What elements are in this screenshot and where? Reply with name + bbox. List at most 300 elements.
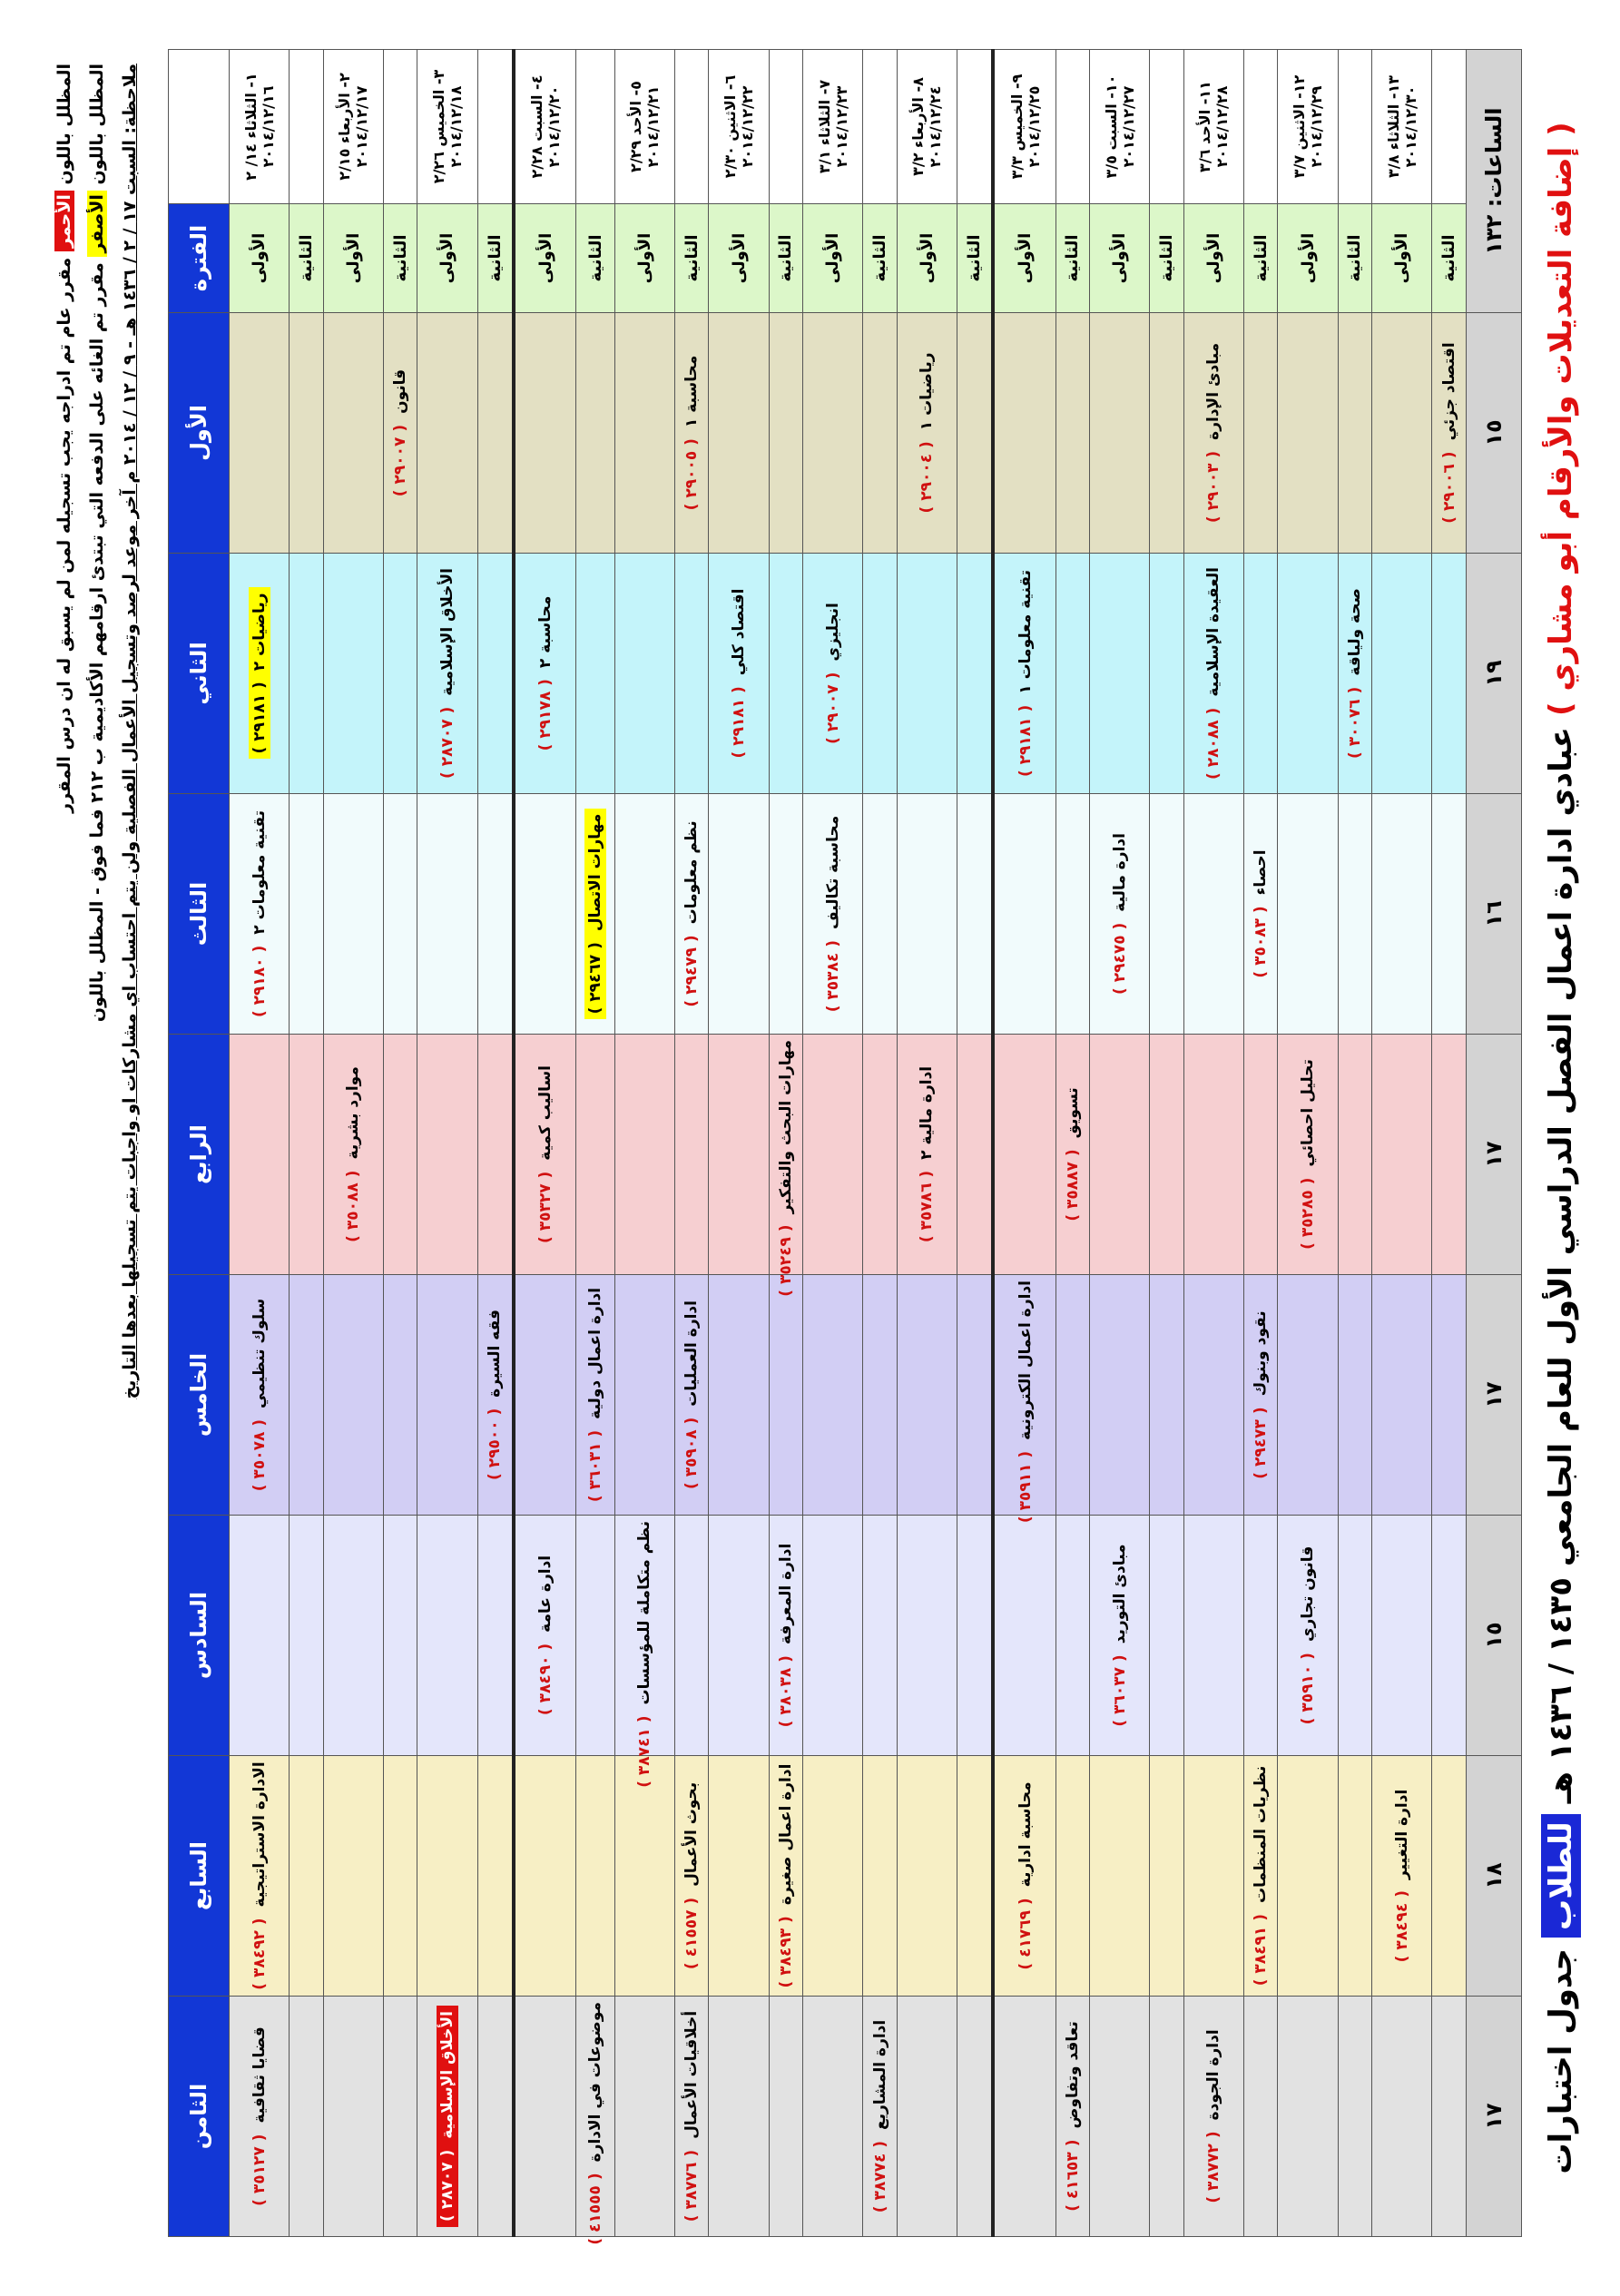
course-code: ( ٣٥٢٨٥ ): [1299, 1177, 1318, 1250]
course-cell: [1150, 554, 1183, 794]
course-cell: [993, 794, 1055, 1035]
course-name: تقنية معلومات ٢: [250, 809, 269, 935]
course-cell: [323, 1756, 383, 1997]
course-cell: [803, 1756, 863, 1997]
header-level-1: الأول: [169, 313, 230, 554]
course-cell: [1150, 1275, 1183, 1516]
course-cell: [477, 1997, 514, 2237]
course-cell: [323, 313, 383, 554]
course-cell: [230, 554, 290, 794]
course-cell: [769, 1035, 802, 1297]
course-code: ( ٢٨٧٠٧ ): [437, 2149, 457, 2222]
course-cell: [1183, 1997, 1243, 2237]
header-level-5: الخامس: [169, 1275, 230, 1516]
hijri-date: ١- الثلاثاء ١٤/ ٢: [241, 73, 260, 181]
course-cell: [576, 1756, 614, 1997]
course-name: رياضيات ١: [918, 352, 937, 431]
date-cell: [576, 50, 614, 204]
course-cell: [1183, 794, 1243, 1035]
course-cell: [1432, 1275, 1467, 1516]
gregorian-date: ٢٠١٤/١٢/٢٣: [832, 85, 850, 168]
course-cell: [417, 794, 477, 1035]
course-cell: [576, 1035, 614, 1275]
course-cell: [1244, 1035, 1278, 1275]
course-entry: [1299, 1059, 1317, 1250]
course-cell: [1372, 1035, 1432, 1275]
course-cell: [1432, 1035, 1467, 1275]
hijri-date: ٩- الخميس ٣/٣: [1007, 74, 1026, 180]
table-row: [383, 50, 417, 2237]
course-cell: [675, 1756, 709, 1997]
course-entry: [918, 353, 936, 514]
course-cell: [230, 794, 290, 1035]
course-cell: [1244, 1997, 1278, 2237]
course-entry: [777, 1544, 795, 1728]
course-name: مهارات البحث والتفكير: [776, 1040, 795, 1214]
course-name: ادارة المعرفة: [776, 1543, 795, 1645]
course-cell: [477, 1275, 514, 1516]
header-date: [169, 50, 230, 204]
date-cell: [514, 50, 576, 204]
course-name: نظم متكاملة للمؤسسات: [635, 1521, 654, 1705]
course-cell: [993, 1997, 1055, 2237]
gregorian-date: ٢٠١٤/١٢/٢٠: [545, 85, 564, 168]
course-cell: [993, 1035, 1055, 1275]
course-cell: [709, 554, 769, 794]
course-cell: [323, 1035, 383, 1275]
course-entry: [437, 2006, 458, 2227]
course-name: ادارة مالية ٢: [918, 1065, 937, 1160]
hours-level-1: ١٥: [1467, 313, 1522, 554]
course-cell: [675, 1035, 709, 1275]
course-cell: [290, 313, 323, 554]
gregorian-date: ٢٠١٤/١٢/٢٤: [927, 85, 945, 168]
course-entry: [1016, 570, 1035, 777]
course-cell: [230, 313, 290, 554]
course-cell: [1183, 313, 1243, 554]
table-row: [1432, 50, 1467, 2237]
course-cell: [1432, 794, 1467, 1035]
course-cell: [897, 313, 957, 554]
table-row: [1338, 50, 1371, 2237]
course-entry: [1111, 833, 1129, 995]
period-cell: الثانية: [769, 204, 802, 313]
course-name: اساليب كمية: [536, 1065, 555, 1161]
title-part3: عبادي: [1543, 727, 1579, 817]
period-cell: الثانية: [290, 204, 323, 313]
course-cell: [514, 554, 576, 794]
table-row: [1090, 50, 1150, 2237]
date-cell: [769, 50, 802, 204]
course-name: نقود وبنوك: [1252, 1310, 1271, 1397]
date-cell: [803, 50, 863, 204]
table-row: [1150, 50, 1183, 2237]
course-cell: [417, 1035, 477, 1275]
table-body: [230, 50, 1467, 2245]
table-row: [863, 50, 897, 2237]
course-name: تسويق: [1063, 1087, 1082, 1139]
course-code: ( ٢٩٠٠٣ ): [1204, 450, 1223, 524]
gregorian-date: ٢٠١٤/١٢/٢١: [644, 85, 663, 168]
notes: [54, 64, 163, 2237]
course-entry: [1440, 342, 1458, 523]
course-code: ( ٤١٧٦٩ ): [1016, 1898, 1035, 1970]
table-row: [675, 50, 709, 2237]
course-cell: [1183, 554, 1243, 794]
course-cell: [614, 313, 674, 554]
table-row: [993, 50, 1055, 2237]
course-cell: [957, 794, 993, 1035]
course-cell: [477, 1756, 514, 1997]
course-name: أخلاقيات الأعمال: [682, 2010, 702, 2139]
course-cell: [803, 313, 863, 554]
course-name: محاسبة ادارية: [1016, 1781, 1035, 1888]
course-entry: [1111, 1544, 1129, 1726]
course-entry: [536, 596, 555, 751]
course-cell: [709, 1516, 769, 1756]
course-cell: [1090, 313, 1150, 554]
course-name: بحوث الأعمال: [682, 1781, 702, 1887]
course-cell: [417, 1997, 477, 2237]
course-cell: [769, 1756, 802, 1997]
table-row: [1055, 50, 1089, 2237]
period-cell: الثانية: [1150, 204, 1183, 313]
course-entry: [584, 809, 606, 1020]
course-cell: [897, 1756, 957, 1997]
hours-level-5: ١٧: [1467, 1275, 1522, 1516]
date-cell: [477, 50, 514, 204]
course-code: ( ٣٨٧٧٢ ): [1204, 2131, 1223, 2203]
course-code: ( ٢٩١٨١ ): [250, 682, 269, 754]
course-cell: [1372, 554, 1432, 794]
course-name: موارد بشرية: [344, 1066, 363, 1160]
course-cell: [863, 1756, 897, 1997]
course-cell: [323, 794, 383, 1035]
course-cell: [1338, 1756, 1371, 1997]
course-name: قانون: [391, 368, 410, 414]
course-cell: [323, 1516, 383, 1756]
course-cell: [993, 1516, 1055, 1756]
course-cell: [514, 313, 576, 554]
period-cell: الثانية: [576, 204, 614, 313]
course-cell: [576, 1275, 614, 1516]
period-cell: الأولى: [614, 204, 674, 313]
table-row: [290, 50, 323, 2237]
course-name: قانون تجاري: [1299, 1545, 1318, 1643]
course-cell: [323, 1275, 383, 1516]
course-code: ( ٢٩٤٦٧ ): [586, 942, 605, 1015]
gregorian-date: ٢٠١٤/١٢/٢٢: [739, 85, 757, 168]
table-row: [417, 50, 477, 2237]
course-code: ( ٢٩١٨١ ): [1016, 704, 1035, 778]
period-cell: الأولى: [709, 204, 769, 313]
course-cell: [1150, 1997, 1183, 2237]
course-name: الادارة الاستراتيجية: [250, 1761, 269, 1908]
header-level-6: السادس: [169, 1516, 230, 1756]
course-cell: [769, 1516, 802, 1756]
table-row: [1244, 50, 1278, 2237]
course-cell: [1244, 554, 1278, 794]
course-code: ( ٢٨٠٨٨ ): [1204, 707, 1223, 780]
course-code: ( ٤١٥٥٥ ): [586, 2173, 605, 2245]
course-cell: [675, 1275, 709, 1516]
note-line-3: ملاحظة: السبت ١٧ / ٢ / ١٤٣٦ هـ - ٩ / ١٢ / ٢٠١٤ م آخر موعد لرصد وتسجيل الأعمال الفصلية ولن يتم احتساب اي مشاركات او واجبات يتم تسجيلها بعدها التاريخ: [120, 64, 140, 1399]
course-entry: [730, 589, 748, 759]
course-code: ( ٣٥٩١٠ ): [1299, 1653, 1318, 1725]
course-cell: [993, 1275, 1055, 1524]
date-cell: [1278, 50, 1338, 204]
course-cell: [417, 313, 477, 554]
course-cell: [290, 554, 323, 794]
course-cell: [576, 1997, 614, 2245]
course-name: مهارات الاتصال: [586, 813, 605, 932]
course-cell: [863, 1035, 897, 1275]
course-code: ( ٣٠٠٧٦ ): [1345, 686, 1364, 759]
page-title: [1525, 45, 1597, 2251]
course-name: قضايا ثقافية: [250, 2026, 269, 2124]
course-code: ( ٤١٦٥٣ ): [1063, 2139, 1082, 2212]
hijri-date: ٨- الأربعاء ٣/٢: [909, 77, 928, 176]
course-cell: [1278, 1756, 1338, 1997]
hours-total: الساعات: ١٣٢: [1467, 50, 1522, 313]
course-cell: [290, 1035, 323, 1275]
course-name: تحليل احصائي: [1299, 1059, 1318, 1167]
title-red: ( إضافة التعديلات والأرقام أبو مشاري ): [1543, 122, 1579, 716]
course-cell: [1244, 794, 1278, 1035]
course-entry: [682, 2011, 701, 2222]
course-cell: [383, 1756, 417, 1997]
course-cell: [417, 1516, 477, 1756]
course-code: ( ٣٨٠٣٨ ): [776, 1655, 795, 1728]
period-cell: الأولى: [993, 204, 1055, 313]
course-entry: [777, 1764, 795, 1988]
course-cell: [863, 1997, 897, 2237]
hijri-date: ١٠- السبت ٣/٥: [1102, 74, 1120, 179]
hijri-date: ٤- السبت ٢/٢٨: [528, 74, 546, 179]
course-cell: [1278, 1035, 1338, 1275]
header-level-2: الثاني: [169, 554, 230, 794]
course-entry: [249, 588, 270, 760]
course-cell: [993, 1756, 1055, 1997]
course-cell: [675, 313, 709, 554]
course-cell: [769, 1275, 802, 1516]
course-cell: [477, 554, 514, 794]
course-cell: [709, 794, 769, 1035]
course-cell: [383, 1516, 417, 1756]
course-code: ( ٢٩٤٧٩ ): [682, 935, 702, 1007]
course-code: ( ٣٥٣٨٤ ): [823, 940, 842, 1013]
date-cell: [230, 50, 290, 204]
course-cell: [1338, 1997, 1371, 2237]
note2-c: مقرر تم الغائه على الدفعه التي تبتدئ ارقامهم الأكاديمية ب ٢١٢ فما فوق - المظلل باللون: [87, 262, 107, 1023]
course-cell: [1278, 1516, 1338, 1756]
course-entry: [1016, 1280, 1035, 1523]
course-entry: [1393, 1790, 1411, 1963]
course-cell: [290, 1756, 323, 1997]
course-cell: [614, 1516, 674, 1788]
table-row: [323, 50, 383, 2237]
course-entry: [1252, 849, 1270, 977]
course-entry: [1346, 588, 1364, 759]
date-cell: [614, 50, 674, 204]
period-cell: الثانية: [675, 204, 709, 313]
hours-level-8: ١٧: [1467, 1997, 1522, 2237]
date-cell: [863, 50, 897, 204]
table-row: [1183, 50, 1243, 2237]
period-cell: الثانية: [1244, 204, 1278, 313]
period-cell: الأولى: [323, 204, 383, 313]
course-cell: [769, 794, 802, 1035]
course-code: ( ٣٨٧٧٦ ): [682, 2149, 702, 2222]
table-row: [803, 50, 863, 2237]
table-row: [709, 50, 769, 2237]
table-row: [614, 50, 674, 2237]
period-cell: الأولى: [514, 204, 576, 313]
course-entry: [536, 1555, 555, 1715]
course-cell: [290, 794, 323, 1035]
exam-schedule-table: [168, 49, 1522, 2245]
course-entry: [1204, 343, 1222, 523]
course-entry: [918, 1066, 936, 1242]
course-cell: [675, 1516, 709, 1756]
course-cell: [1055, 1035, 1089, 1275]
course-cell: [957, 313, 993, 554]
course-cell: [290, 1516, 323, 1756]
note1-c: مقرر عام تم ادراجه يجب تسجيله لمن لم يسبق له ان درس المقرر: [54, 257, 74, 813]
period-cell: الثانية: [1338, 204, 1371, 313]
hijri-date: ١١- الأحد ٣/٦: [1196, 81, 1214, 172]
course-cell: [230, 1275, 290, 1516]
course-name: ادارة عامة: [536, 1555, 555, 1633]
course-cell: [769, 313, 802, 554]
course-code: ( ٢٩٠٠٧ ): [391, 424, 410, 497]
course-name: موضوعات في الادارة: [586, 2002, 605, 2163]
course-entry: [1204, 567, 1222, 780]
course-cell: [383, 554, 417, 794]
course-cell: [957, 1516, 993, 1756]
course-code: ( ٢٩٠٠٤ ): [918, 441, 937, 514]
note1-a: المظلل باللون: [54, 64, 74, 185]
course-entry: [1252, 1310, 1270, 1478]
course-cell: [290, 1275, 323, 1516]
course-code: ( ٢٩٠٠٧ ): [823, 672, 842, 744]
course-code: ( ٣٥٠٧٨ ): [250, 1418, 269, 1492]
course-cell: [290, 1997, 323, 2237]
gregorian-date: ٢٠١٤/١٢/٢٩: [1308, 85, 1326, 168]
course-code: ( ٣٨٤٩١ ): [1252, 1913, 1271, 1987]
course-cell: [323, 1997, 383, 2237]
period-cell: الأولى: [230, 204, 290, 313]
course-name: ادارة اعمال الكترونية: [1016, 1280, 1035, 1440]
course-entry: [486, 1310, 504, 1480]
header-level-4: الرابع: [169, 1035, 230, 1275]
course-cell: [1090, 1035, 1150, 1275]
course-cell: [1090, 1516, 1150, 1756]
course-entry: [824, 816, 842, 1013]
course-cell: [1150, 1756, 1183, 1997]
header-level-7: السابع: [169, 1756, 230, 1997]
course-cell: [897, 1035, 957, 1275]
course-cell: [803, 1275, 863, 1516]
period-cell: الأولى: [1372, 204, 1432, 313]
course-code: ( ٤١٥٥٧ ): [682, 1897, 702, 1970]
course-cell: [675, 554, 709, 794]
gregorian-date: ٢٠١٤/١٢/١٦: [259, 85, 277, 168]
date-cell: [1338, 50, 1371, 204]
course-cell: [1372, 1275, 1432, 1516]
course-cell: [803, 554, 863, 794]
hours-level-4: ١٧: [1467, 1035, 1522, 1275]
course-entry: [824, 603, 842, 744]
course-name: ادارة العمليات: [682, 1300, 702, 1407]
course-name: ادارة اعمال دولية: [586, 1287, 605, 1419]
table-row: [576, 50, 614, 2237]
course-cell: [514, 1997, 576, 2237]
table-row: [1278, 50, 1338, 2237]
course-cell: [1372, 1516, 1432, 1756]
course-name: مبادئ الإدارة: [1204, 342, 1223, 440]
course-cell: [1183, 1275, 1243, 1516]
course-code: ( ٣٥١٢٧ ): [250, 2134, 269, 2206]
gregorian-date: ٢٠١٤/١٢/٣٠: [1401, 85, 1419, 168]
table-row: [230, 50, 290, 2237]
course-cell: [1244, 313, 1278, 554]
course-cell: [863, 1275, 897, 1516]
date-cell: [709, 50, 769, 204]
course-name: ادارة التغيير: [1392, 1789, 1411, 1880]
course-name: نظم معلومات: [682, 820, 702, 925]
course-code: ( ٢٨٧٠٧ ): [437, 706, 457, 779]
course-cell: [230, 1035, 290, 1275]
period-cell: الثانية: [383, 204, 417, 313]
course-code: ( ٣٨٧٧٤ ): [870, 2140, 889, 2213]
course-code: ( ٢٩١٨١ ): [730, 686, 749, 759]
course-code: ( ٣٥٢٤٩ ): [776, 1224, 795, 1297]
course-cell: [1055, 794, 1089, 1035]
course-cell: [383, 794, 417, 1035]
period-cell: الأولى: [1090, 204, 1150, 313]
course-cell: [477, 1516, 514, 1756]
hijri-date: ٣- الخميس ٢/٢٦: [429, 69, 447, 184]
course-code: ( ٣٥٩٠٨ ): [682, 1417, 702, 1489]
course-name: العقيدة الإسلامية: [1204, 567, 1223, 697]
course-cell: [709, 1756, 769, 1997]
course-cell: [769, 554, 802, 794]
date-cell: [993, 50, 1055, 204]
course-name: تقنية معلومات ١: [1016, 569, 1035, 694]
hijri-date: ١٢- الاثنين ٣/٧: [1291, 74, 1309, 179]
course-cell: [957, 1035, 993, 1275]
course-name: الأخلاق الإسلامية: [437, 2011, 457, 2139]
course-entry: [536, 1065, 555, 1243]
course-cell: [897, 554, 957, 794]
course-name: فقه السيرة: [486, 1310, 505, 1398]
course-cell: [514, 1516, 576, 1756]
course-cell: [1338, 1275, 1371, 1516]
date-cell: [1055, 50, 1089, 204]
gregorian-date: ٢٠١٤/١٢/٢٧: [1119, 85, 1137, 168]
course-name: انجليزي: [823, 603, 842, 662]
course-code: ( ٣٦٠٣٧ ): [1110, 1654, 1129, 1727]
course-name: احصاء: [1252, 849, 1271, 896]
gregorian-date: ٢٠١٤/١٢/١٧: [353, 85, 371, 168]
note-line-1: [54, 64, 74, 2237]
date-cell: [675, 50, 709, 204]
course-code: ( ٣٥٠٨٣ ): [1252, 906, 1271, 978]
course-code: ( ٢٩٥٠٠ ): [486, 1408, 505, 1480]
period-cell: الثانية: [1055, 204, 1089, 313]
course-name: محاسبة ١: [682, 355, 702, 428]
